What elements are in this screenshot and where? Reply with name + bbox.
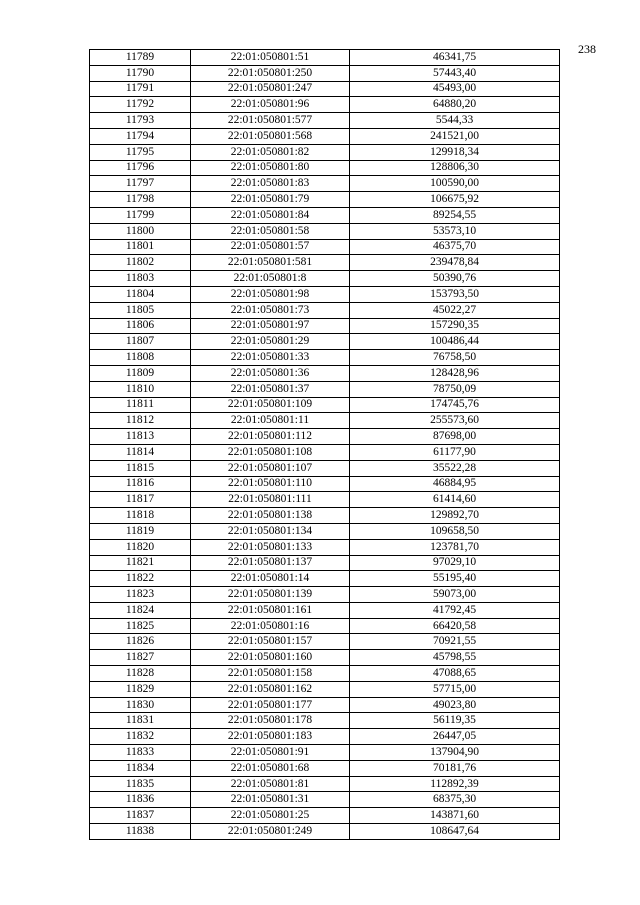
cadastral-value-cell: 41792,45	[350, 602, 560, 618]
cadastral-value-cell: 100486,44	[350, 334, 560, 350]
row-number-cell: 11829	[90, 681, 191, 697]
cadastral-value-cell: 46375,70	[350, 239, 560, 255]
cadastral-value-cell: 45798,55	[350, 650, 560, 666]
cadastral-value-cell: 89254,55	[350, 207, 560, 223]
cadastral-value-cell: 56119,35	[350, 713, 560, 729]
cadastral-number-cell: 22:01:050801:161	[191, 602, 350, 618]
row-number-cell: 11802	[90, 255, 191, 271]
table-row	[90, 776, 560, 792]
row-number-cell: 11815	[90, 460, 191, 476]
cadastral-value-cell: 46341,75	[350, 50, 560, 66]
cadastral-number-cell: 22:01:050801:178	[191, 713, 350, 729]
row-number-cell: 11810	[90, 381, 191, 397]
row-number-cell: 11795	[90, 144, 191, 160]
cadastral-value-cell: 128428,96	[350, 365, 560, 381]
cadastral-number-cell: 22:01:050801:73	[191, 302, 350, 318]
row-number-cell: 11811	[90, 397, 191, 413]
cadastral-value-cell: 129892,70	[350, 508, 560, 524]
cadastral-value-cell: 108647,64	[350, 824, 560, 840]
row-number-cell: 11835	[90, 776, 191, 792]
cadastral-value-cell: 45493,00	[350, 81, 560, 97]
cadastral-number-cell: 22:01:050801:98	[191, 286, 350, 302]
row-number-cell: 11789	[90, 50, 191, 66]
row-number-cell: 11837	[90, 808, 191, 824]
row-number-cell: 11823	[90, 587, 191, 603]
row-number-cell: 11813	[90, 429, 191, 445]
cadastral-number-cell: 22:01:050801:138	[191, 508, 350, 524]
table-row	[90, 602, 560, 618]
table-row	[90, 634, 560, 650]
table-row	[90, 113, 560, 129]
cadastral-number-cell: 22:01:050801:162	[191, 681, 350, 697]
row-number-cell: 11838	[90, 824, 191, 840]
table-row	[90, 176, 560, 192]
row-number-cell: 11803	[90, 271, 191, 287]
cadastral-value-cell: 70181,76	[350, 760, 560, 776]
table-row	[90, 81, 560, 97]
table-row	[90, 381, 560, 397]
row-number-cell: 11801	[90, 239, 191, 255]
cadastral-number-cell: 22:01:050801:111	[191, 492, 350, 508]
cadastral-number-cell: 22:01:050801:8	[191, 271, 350, 287]
table-row	[90, 618, 560, 634]
cadastral-number-cell: 22:01:050801:250	[191, 65, 350, 81]
row-number-cell: 11798	[90, 192, 191, 208]
cadastral-value-cell: 55195,40	[350, 571, 560, 587]
row-number-cell: 11791	[90, 81, 191, 97]
table-row	[90, 729, 560, 745]
cadastral-value-cell: 128806,30	[350, 160, 560, 176]
cadastral-value-cell: 123781,70	[350, 539, 560, 555]
cadastral-value-cell: 76758,50	[350, 350, 560, 366]
cadastral-value-cell: 70921,55	[350, 634, 560, 650]
table-row	[90, 444, 560, 460]
cadastral-number-cell: 22:01:050801:107	[191, 460, 350, 476]
cadastral-value-cell: 61414,60	[350, 492, 560, 508]
cadastral-value-cell: 106675,92	[350, 192, 560, 208]
row-number-cell: 11812	[90, 413, 191, 429]
table-body	[90, 50, 560, 840]
cadastral-number-cell: 22:01:050801:110	[191, 476, 350, 492]
row-number-cell: 11816	[90, 476, 191, 492]
cadastral-number-cell: 22:01:050801:79	[191, 192, 350, 208]
cadastral-number-cell: 22:01:050801:68	[191, 760, 350, 776]
row-number-cell: 11792	[90, 97, 191, 113]
table-row	[90, 808, 560, 824]
cadastral-number-cell: 22:01:050801:51	[191, 50, 350, 66]
row-number-cell: 11807	[90, 334, 191, 350]
row-number-cell: 11809	[90, 365, 191, 381]
row-number-cell: 11800	[90, 223, 191, 239]
table-row	[90, 824, 560, 840]
cadastral-value-cell: 68375,30	[350, 792, 560, 808]
table-row	[90, 128, 560, 144]
cadastral-number-cell: 22:01:050801:112	[191, 429, 350, 445]
row-number-cell: 11820	[90, 539, 191, 555]
table-row	[90, 50, 560, 66]
cadastral-value-cell: 35522,28	[350, 460, 560, 476]
row-number-cell: 11818	[90, 508, 191, 524]
cadastral-number-cell: 22:01:050801:96	[191, 97, 350, 113]
cadastral-value-cell: 57443,40	[350, 65, 560, 81]
row-number-cell: 11822	[90, 571, 191, 587]
table-row	[90, 760, 560, 776]
row-number-cell: 11794	[90, 128, 191, 144]
row-number-cell: 11821	[90, 555, 191, 571]
row-number-cell: 11830	[90, 697, 191, 713]
row-number-cell: 11793	[90, 113, 191, 129]
cadastral-number-cell: 22:01:050801:133	[191, 539, 350, 555]
cadastral-number-cell: 22:01:050801:91	[191, 745, 350, 761]
cadastral-value-cell: 78750,09	[350, 381, 560, 397]
cadastral-value-cell: 46884,95	[350, 476, 560, 492]
cadastral-number-cell: 22:01:050801:97	[191, 318, 350, 334]
table-row	[90, 286, 560, 302]
cadastral-number-cell: 22:01:050801:25	[191, 808, 350, 824]
cadastral-number-cell: 22:01:050801:83	[191, 176, 350, 192]
table-row	[90, 792, 560, 808]
table-row	[90, 65, 560, 81]
table-row	[90, 239, 560, 255]
cadastral-value-table	[89, 49, 560, 840]
table-row	[90, 97, 560, 113]
row-number-cell: 11826	[90, 634, 191, 650]
table-row	[90, 508, 560, 524]
cadastral-value-cell: 109658,50	[350, 523, 560, 539]
table-row	[90, 429, 560, 445]
table-row	[90, 713, 560, 729]
row-number-cell: 11796	[90, 160, 191, 176]
cadastral-number-cell: 22:01:050801:577	[191, 113, 350, 129]
table-row	[90, 350, 560, 366]
cadastral-value-cell: 66420,58	[350, 618, 560, 634]
table-row	[90, 460, 560, 476]
cadastral-value-cell: 174745,76	[350, 397, 560, 413]
cadastral-number-cell: 22:01:050801:33	[191, 350, 350, 366]
cadastral-number-cell: 22:01:050801:31	[191, 792, 350, 808]
table-row	[90, 492, 560, 508]
row-number-cell: 11814	[90, 444, 191, 460]
cadastral-value-cell: 129918,34	[350, 144, 560, 160]
cadastral-number-cell: 22:01:050801:137	[191, 555, 350, 571]
table-row	[90, 271, 560, 287]
cadastral-number-cell: 22:01:050801:247	[191, 81, 350, 97]
table-row	[90, 523, 560, 539]
cadastral-value-cell: 239478,84	[350, 255, 560, 271]
table-row	[90, 160, 560, 176]
row-number-cell: 11819	[90, 523, 191, 539]
cadastral-number-cell: 22:01:050801:29	[191, 334, 350, 350]
table-row	[90, 666, 560, 682]
table-row	[90, 681, 560, 697]
cadastral-value-cell: 5544,33	[350, 113, 560, 129]
cadastral-number-cell: 22:01:050801:158	[191, 666, 350, 682]
page-number: 238	[578, 42, 596, 56]
cadastral-value-cell: 61177,90	[350, 444, 560, 460]
cadastral-value-cell: 137904,90	[350, 745, 560, 761]
row-number-cell: 11806	[90, 318, 191, 334]
table-row	[90, 334, 560, 350]
cadastral-value-cell: 50390,76	[350, 271, 560, 287]
cadastral-value-cell: 59073,00	[350, 587, 560, 603]
cadastral-value-cell: 49023,80	[350, 697, 560, 713]
table-row	[90, 144, 560, 160]
cadastral-number-cell: 22:01:050801:37	[191, 381, 350, 397]
row-number-cell: 11825	[90, 618, 191, 634]
table-row	[90, 365, 560, 381]
cadastral-value-cell: 255573,60	[350, 413, 560, 429]
row-number-cell: 11827	[90, 650, 191, 666]
table-row	[90, 539, 560, 555]
cadastral-value-cell: 45022,27	[350, 302, 560, 318]
table-row	[90, 745, 560, 761]
table-row	[90, 223, 560, 239]
row-number-cell: 11833	[90, 745, 191, 761]
row-number-cell: 11836	[90, 792, 191, 808]
row-number-cell: 11790	[90, 65, 191, 81]
cadastral-number-cell: 22:01:050801:84	[191, 207, 350, 223]
row-number-cell: 11831	[90, 713, 191, 729]
table-row	[90, 397, 560, 413]
cadastral-value-cell: 57715,00	[350, 681, 560, 697]
cadastral-number-cell: 22:01:050801:81	[191, 776, 350, 792]
cadastral-value-cell: 241521,00	[350, 128, 560, 144]
table-row	[90, 192, 560, 208]
cadastral-value-cell: 26447,05	[350, 729, 560, 745]
table-row	[90, 476, 560, 492]
cadastral-number-cell: 22:01:050801:11	[191, 413, 350, 429]
table-row	[90, 302, 560, 318]
cadastral-value-cell: 87698,00	[350, 429, 560, 445]
cadastral-number-cell: 22:01:050801:160	[191, 650, 350, 666]
row-number-cell: 11805	[90, 302, 191, 318]
cadastral-number-cell: 22:01:050801:16	[191, 618, 350, 634]
table-row	[90, 207, 560, 223]
cadastral-number-cell: 22:01:050801:249	[191, 824, 350, 840]
cadastral-value-cell: 100590,00	[350, 176, 560, 192]
row-number-cell: 11799	[90, 207, 191, 223]
table-row	[90, 555, 560, 571]
table-row	[90, 571, 560, 587]
cadastral-number-cell: 22:01:050801:57	[191, 239, 350, 255]
cadastral-number-cell: 22:01:050801:36	[191, 365, 350, 381]
table-row	[90, 587, 560, 603]
cadastral-number-cell: 22:01:050801:109	[191, 397, 350, 413]
cadastral-value-cell: 47088,65	[350, 666, 560, 682]
row-number-cell: 11817	[90, 492, 191, 508]
cadastral-value-cell: 143871,60	[350, 808, 560, 824]
cadastral-number-cell: 22:01:050801:183	[191, 729, 350, 745]
cadastral-number-cell: 22:01:050801:82	[191, 144, 350, 160]
row-number-cell: 11808	[90, 350, 191, 366]
cadastral-number-cell: 22:01:050801:134	[191, 523, 350, 539]
row-number-cell: 11824	[90, 602, 191, 618]
cadastral-number-cell: 22:01:050801:80	[191, 160, 350, 176]
row-number-cell: 11797	[90, 176, 191, 192]
cadastral-number-cell: 22:01:050801:568	[191, 128, 350, 144]
table-row	[90, 650, 560, 666]
table-row	[90, 697, 560, 713]
table-row	[90, 255, 560, 271]
cadastral-number-cell: 22:01:050801:108	[191, 444, 350, 460]
cadastral-value-cell: 153793,50	[350, 286, 560, 302]
cadastral-number-cell: 22:01:050801:177	[191, 697, 350, 713]
cadastral-number-cell: 22:01:050801:139	[191, 587, 350, 603]
cadastral-number-cell: 22:01:050801:58	[191, 223, 350, 239]
cadastral-value-cell: 64880,20	[350, 97, 560, 113]
row-number-cell: 11804	[90, 286, 191, 302]
cadastral-number-cell: 22:01:050801:14	[191, 571, 350, 587]
table-row	[90, 413, 560, 429]
cadastral-value-cell: 97029,10	[350, 555, 560, 571]
cadastral-value-cell: 112892,39	[350, 776, 560, 792]
row-number-cell: 11828	[90, 666, 191, 682]
cadastral-number-cell: 22:01:050801:157	[191, 634, 350, 650]
cadastral-number-cell: 22:01:050801:581	[191, 255, 350, 271]
cadastral-value-cell: 157290,35	[350, 318, 560, 334]
cadastral-value-cell: 53573,10	[350, 223, 560, 239]
table-row	[90, 318, 560, 334]
row-number-cell: 11834	[90, 760, 191, 776]
row-number-cell: 11832	[90, 729, 191, 745]
